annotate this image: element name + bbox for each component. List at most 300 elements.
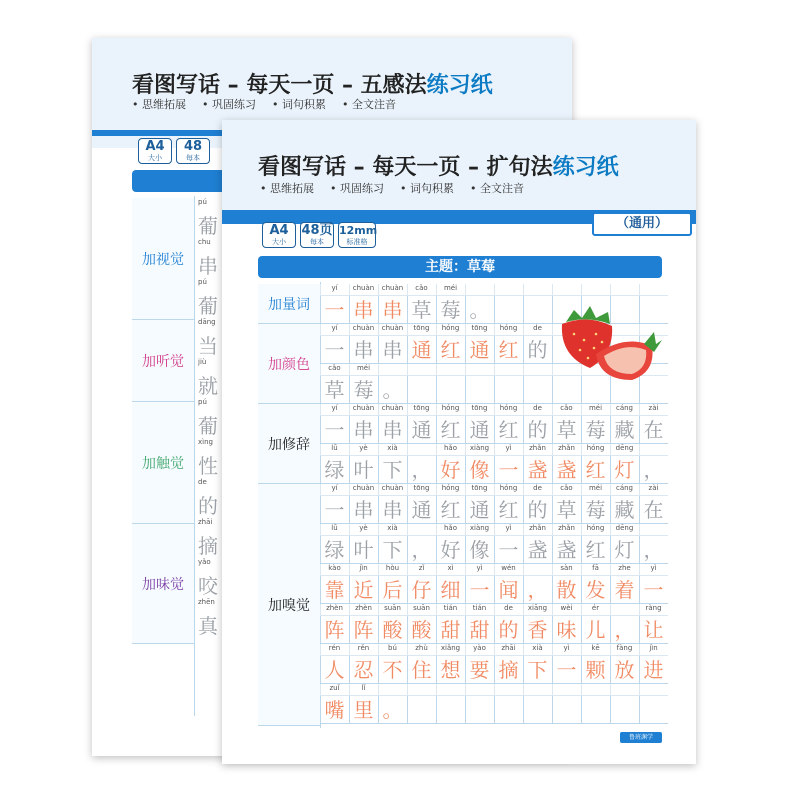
back-pinyin: jiù (198, 358, 207, 366)
hanzi-char: 草 (411, 298, 432, 322)
pinyin-text (610, 604, 639, 616)
hanzi-char: 一 (498, 538, 519, 562)
back-badges (138, 138, 210, 164)
pinyin-text: méi (588, 484, 603, 492)
category-label: 加修辞 (258, 404, 320, 484)
hanzi-char: 后 (382, 578, 403, 602)
pinyin-text: de (533, 404, 542, 412)
hanzi-char: 靠 (324, 578, 345, 602)
pinyin-text (465, 284, 494, 296)
pinyin-text: suān (384, 604, 401, 612)
hanzi-char: 住 (411, 658, 432, 682)
writing-cell[interactable] (581, 696, 610, 724)
pinyin-text: ér (591, 604, 600, 612)
pinyin-text: yào (473, 644, 486, 652)
grid-row (320, 524, 668, 564)
pinyin-text: chuàn (381, 284, 404, 292)
pinyin-text: bú (388, 644, 397, 652)
pinyin-cell (552, 684, 581, 696)
hanzi-char: 发 (585, 578, 606, 602)
hanzi-char: 莓 (585, 418, 606, 442)
pinyin-text: hǎo (443, 524, 457, 532)
back-hanzi: 的 (198, 494, 218, 518)
hanzi-char: ， (527, 578, 548, 602)
front-title (258, 150, 619, 181)
hanzi-char: 通 (469, 418, 490, 442)
grid-row (320, 484, 668, 524)
pinyin-text: tōng (413, 484, 430, 492)
hanzi-char: 红 (440, 418, 461, 442)
pinyin-text: dēng (615, 524, 634, 532)
hanzi-char: 草 (556, 498, 577, 522)
grid-row (320, 604, 668, 644)
pinyin-text: yì (476, 564, 483, 572)
pinyin-text: yí (331, 284, 338, 292)
back-title-highlight: 练习纸 (426, 73, 493, 98)
hanzi-char: 串 (353, 498, 374, 522)
pinyin-text: fàng (616, 644, 633, 652)
hanzi-char: 进 (643, 658, 664, 682)
pinyin-text: de (533, 324, 542, 332)
pinyin-text: cáng (615, 404, 634, 412)
back-hanzi: 性 (198, 454, 218, 478)
pinyin-text: chuàn (352, 324, 375, 332)
front-worksheet (222, 120, 696, 764)
pinyin-text: zhǎn (529, 444, 546, 452)
pinyin-text: méi (588, 404, 603, 412)
back-tag: • 全文注音 (342, 98, 396, 111)
pinyin-text: kē (591, 644, 600, 652)
hanzi-char: 像 (469, 538, 490, 562)
hanzi-char: 藏 (614, 418, 635, 442)
back-hanzi: 葡 (198, 214, 218, 238)
hanzi-char: 阵 (353, 618, 374, 642)
category-label: 加嗅觉 (258, 484, 320, 726)
front-badges (262, 222, 376, 248)
pinyin-cell (494, 684, 523, 696)
hanzi-char: 莓 (440, 298, 461, 322)
pinyin-text: cáng (615, 484, 634, 492)
hanzi-char: 一 (556, 658, 577, 682)
pinyin-text: lǐ (361, 684, 366, 692)
front-tag: • 巩固练习 (330, 182, 384, 195)
back-tag: • 思维拓展 (132, 98, 186, 111)
pinyin-text: wèi (560, 604, 573, 612)
hanzi-char: 红 (585, 458, 606, 482)
front-tag: • 全文注音 (470, 182, 524, 195)
pinyin-cell (494, 284, 523, 296)
pinyin-text: xiāng (527, 604, 548, 612)
pinyin-text: fā (592, 564, 599, 572)
pinyin-text: xì (447, 564, 454, 572)
writing-cell[interactable] (494, 376, 523, 404)
back-pinyin: pú (198, 398, 207, 406)
hanzi-char: 红 (498, 498, 519, 522)
hanzi-char: 仔 (411, 578, 432, 602)
pinyin-text: xiàng (469, 524, 490, 532)
pinyin-cell (523, 284, 552, 296)
back-tag: • 词句积累 (272, 98, 326, 111)
hanzi-char: 盏 (527, 538, 548, 562)
pinyin-text: méi (443, 284, 458, 292)
hanzi-char: 的 (498, 618, 519, 642)
writing-cell[interactable] (436, 376, 465, 404)
pinyin-text: méi (356, 364, 371, 372)
hanzi-char: 绿 (324, 538, 345, 562)
pinyin-text: zhǎn (558, 524, 575, 532)
pinyin-text (407, 444, 436, 456)
hanzi-char: 串 (353, 418, 374, 442)
pinyin-text: zhe (618, 564, 631, 572)
back-pinyin: zhāi (198, 518, 213, 526)
hanzi-char: 莓 (585, 498, 606, 522)
hanzi-char: 在 (643, 418, 664, 442)
back-pinyin: de (198, 478, 207, 486)
back-category: 加视觉 (132, 198, 194, 320)
pinyin-text: kào (328, 564, 341, 572)
hanzi-char: 串 (382, 418, 403, 442)
writing-cell[interactable] (465, 376, 494, 404)
hanzi-char: 串 (353, 298, 374, 322)
pinyin-text: cǎo (328, 364, 341, 372)
pinyin-text: tián (472, 604, 487, 612)
hanzi-char: 灯 (614, 538, 635, 562)
hanzi-char: 甜 (440, 618, 461, 642)
back-category: 加听觉 (132, 320, 194, 402)
front-badge: 48页 每本 (301, 223, 333, 246)
pinyin-text: xiàng (469, 444, 490, 452)
hanzi-char: 闻 (498, 578, 519, 602)
pinyin-text (639, 444, 668, 456)
pinyin-text: zhèn (326, 604, 343, 612)
hanzi-char: 红 (585, 538, 606, 562)
pinyin-text: zhǎn (529, 524, 546, 532)
back-pinyin: dāng (198, 318, 216, 326)
hanzi-char: 叶 (353, 538, 374, 562)
hanzi-char: ， (614, 618, 635, 642)
hanzi-char: 叶 (353, 458, 374, 482)
hanzi-char: 下 (382, 458, 403, 482)
pinyin-text: cǎo (415, 284, 428, 292)
pinyin-cell (407, 684, 436, 696)
hanzi-char: ， (411, 538, 432, 562)
back-pinyin: yǎo (198, 558, 211, 566)
writing-cell[interactable] (523, 296, 552, 324)
hanzi-char: 串 (382, 338, 403, 362)
hanzi-char: 莓 (353, 378, 374, 402)
back-pinyin: xìng (198, 438, 213, 446)
pinyin-cell (639, 284, 668, 296)
hanzi-char: ， (411, 458, 432, 482)
back-category: 加触觉 (132, 402, 194, 524)
pinyin-text: hóng (586, 444, 605, 452)
writing-cell[interactable] (494, 296, 523, 324)
hanzi-char: 颗 (585, 658, 606, 682)
hanzi-char: 串 (382, 498, 403, 522)
back-pinyin: pú (198, 278, 207, 286)
pinyin-text: dēng (615, 444, 634, 452)
pinyin-cell (407, 364, 436, 376)
back-title (132, 68, 493, 99)
category-label: 加量词 (258, 284, 320, 324)
back-hanzi: 葡 (198, 294, 218, 318)
pinyin-text: hóng (586, 524, 605, 532)
hanzi-char: 的 (527, 418, 548, 442)
back-hanzi: 摘 (198, 534, 218, 558)
pinyin-text: chuàn (352, 404, 375, 412)
hanzi-char: 串 (382, 298, 403, 322)
hanzi-char: 里 (353, 698, 374, 722)
hanzi-char: 通 (411, 418, 432, 442)
pinyin-text: chuàn (352, 484, 375, 492)
pinyin-cell (523, 364, 552, 376)
back-tag: • 巩固练习 (202, 98, 256, 111)
topic-bar: 主题：草莓 (258, 256, 662, 278)
footer-tag: 鲁班渊学 (620, 732, 662, 743)
pinyin-text: xià (387, 524, 398, 532)
pinyin-text: yè (359, 524, 368, 532)
hanzi-char: 盏 (556, 458, 577, 482)
pinyin-text: yì (563, 644, 570, 652)
hanzi-char: 放 (614, 658, 635, 682)
pinyin-text: tōng (471, 404, 488, 412)
hanzi-char: ， (643, 458, 664, 482)
pinyin-text (639, 524, 668, 536)
pinyin-text: hóng (499, 324, 518, 332)
grid-row (320, 684, 668, 724)
hanzi-char: ， (643, 538, 664, 562)
pinyin-text: rén (328, 644, 341, 652)
pinyin-text: xiǎng (440, 644, 461, 652)
writing-cell[interactable] (436, 696, 465, 724)
back-pinyin: chu (198, 238, 211, 246)
hanzi-char: 香 (527, 618, 548, 642)
hanzi-char: 的 (527, 498, 548, 522)
pinyin-text: chuàn (381, 484, 404, 492)
hanzi-char: 想 (440, 658, 461, 682)
pinyin-text: suān (413, 604, 430, 612)
back-pinyin: zhēn (198, 598, 215, 606)
hanzi-char: 红 (440, 338, 461, 362)
writing-cell[interactable] (610, 696, 639, 724)
pinyin-text: zuǐ (329, 684, 340, 692)
front-tags (260, 180, 540, 196)
hanzi-char: 像 (469, 458, 490, 482)
back-hanzi: 当 (198, 334, 218, 358)
pinyin-text: hóng (441, 324, 460, 332)
pinyin-text: tōng (471, 484, 488, 492)
writing-cell[interactable] (407, 696, 436, 724)
pinyin-cell (465, 364, 494, 376)
hanzi-char: 在 (643, 498, 664, 522)
hanzi-char: 红 (440, 498, 461, 522)
pinyin-text: de (533, 484, 542, 492)
pinyin-text: hóng (441, 484, 460, 492)
pinyin-text: jìn (359, 564, 368, 572)
pinyin-text: sàn (560, 564, 573, 572)
pinyin-text: hóng (499, 404, 518, 412)
hanzi-char: 一 (324, 298, 345, 322)
pinyin-cell (610, 284, 639, 296)
pinyin-text: hóng (441, 404, 460, 412)
hanzi-char: 通 (469, 498, 490, 522)
pinyin-cell (581, 684, 610, 696)
hanzi-char: 酸 (382, 618, 403, 642)
pinyin-text: yí (331, 404, 338, 412)
hanzi-char: 串 (353, 338, 374, 362)
writing-cell[interactable] (639, 696, 668, 724)
pinyin-text: lǜ (331, 524, 338, 532)
hanzi-char: 一 (324, 418, 345, 442)
hanzi-char: 儿 (585, 618, 606, 642)
grid-row (320, 564, 668, 604)
pinyin-text: hǎo (443, 444, 457, 452)
hanzi-char: 草 (556, 418, 577, 442)
hanzi-char: 一 (643, 578, 664, 602)
grid-row (320, 444, 668, 484)
pinyin-text: jìn (649, 644, 658, 652)
hanzi-char: 味 (556, 618, 577, 642)
grid-row (320, 644, 668, 684)
pinyin-text: tōng (413, 404, 430, 412)
back-badge: A4 大小 (138, 138, 172, 164)
hanzi-char: 散 (556, 578, 577, 602)
hanzi-char: 。 (469, 298, 490, 322)
hanzi-char: 一 (324, 338, 345, 362)
writing-cell[interactable] (494, 696, 523, 724)
pinyin-text: zài (648, 484, 659, 492)
pinyin-cell (436, 364, 465, 376)
pinyin-text: hóng (499, 484, 518, 492)
grid-row (320, 404, 668, 444)
back-category: 加味觉 (132, 524, 194, 644)
back-tags (132, 96, 412, 112)
hanzi-char: 嘴 (324, 698, 345, 722)
hanzi-char: 下 (382, 538, 403, 562)
pinyin-cell (552, 284, 581, 296)
pinyin-text: zài (648, 404, 659, 412)
pinyin-text: cǎo (560, 484, 573, 492)
hanzi-char: 摘 (498, 658, 519, 682)
hanzi-char: 酸 (411, 618, 432, 642)
pinyin-text: zhǎn (558, 444, 575, 452)
hanzi-char: 要 (469, 658, 490, 682)
front-ribbon: （通用） (592, 212, 692, 236)
pinyin-text: tōng (471, 324, 488, 332)
front-badge: A4 大小 (262, 222, 296, 248)
pinyin-cell (436, 684, 465, 696)
pinyin-text: tōng (413, 324, 430, 332)
pinyin-text: yì (505, 524, 512, 532)
hanzi-char: 甜 (469, 618, 490, 642)
hanzi-char: 绿 (324, 458, 345, 482)
pinyin-text: yì (650, 564, 657, 572)
hanzi-char: 一 (324, 498, 345, 522)
front-tag: • 词句积累 (400, 182, 454, 195)
pinyin-text: lǜ (331, 444, 338, 452)
hanzi-char: 着 (614, 578, 635, 602)
hanzi-char: 让 (643, 618, 664, 642)
pinyin-text: chuàn (381, 404, 404, 412)
pinyin-text: yí (331, 484, 338, 492)
pinyin-text (523, 564, 552, 576)
pinyin-text: xià (532, 644, 543, 652)
hanzi-char: 近 (353, 578, 374, 602)
hanzi-char: 通 (411, 338, 432, 362)
back-pinyin: pú (198, 198, 207, 206)
category-label: 加颜色 (258, 324, 320, 404)
hanzi-char: 藏 (614, 498, 635, 522)
hanzi-char: 下 (527, 658, 548, 682)
hanzi-char: 盏 (556, 538, 577, 562)
pinyin-text: yì (505, 444, 512, 452)
pinyin-text (407, 524, 436, 536)
front-badge: 12mm 标准格 (339, 224, 378, 246)
pinyin-text: yè (359, 444, 368, 452)
pinyin-text: rěn (357, 644, 370, 652)
pinyin-text: chuàn (352, 284, 375, 292)
pinyin-text: hòu (385, 564, 400, 572)
hanzi-char: 不 (382, 658, 403, 682)
writing-cell[interactable] (407, 376, 436, 404)
pinyin-text: yí (331, 324, 338, 332)
hanzi-char: 忍 (353, 658, 374, 682)
pinyin-cell (465, 684, 494, 696)
writing-cell[interactable] (465, 696, 494, 724)
writing-cell[interactable] (523, 376, 552, 404)
pinyin-text: de (504, 604, 513, 612)
pinyin-text: zhù (415, 644, 428, 652)
hanzi-char: 细 (440, 578, 461, 602)
back-hanzi: 真 (198, 614, 218, 638)
back-hanzi: 葡 (198, 414, 218, 438)
back-hanzi: 咬 (198, 574, 218, 598)
hanzi-char: 的 (527, 338, 548, 362)
hanzi-char: 一 (498, 458, 519, 482)
hanzi-char: 阵 (324, 618, 345, 642)
hanzi-char: 灯 (614, 458, 635, 482)
back-hanzi: 串 (198, 254, 218, 278)
back-topic-bar (132, 170, 232, 192)
pinyin-cell (523, 684, 552, 696)
front-title-highlight: 练习纸 (552, 155, 619, 180)
hanzi-char: 好 (440, 458, 461, 482)
pinyin-text: zhāi (501, 644, 516, 652)
pinyin-text: wén (501, 564, 516, 572)
hanzi-char: 草 (324, 378, 345, 402)
pinyin-cell (581, 284, 610, 296)
pinyin-text (378, 684, 407, 696)
pinyin-cell (610, 684, 639, 696)
front-tag: • 思维拓展 (260, 182, 314, 195)
hanzi-char: 人 (324, 658, 345, 682)
writing-cell[interactable] (523, 696, 552, 724)
front-title-main: 看图写话 – 每天一页 – 扩句法 (258, 155, 553, 180)
pinyin-text: zǐ (418, 564, 425, 572)
hanzi-char: 红 (498, 418, 519, 442)
pinyin-text (378, 364, 407, 376)
back-badge: 48 每本 (176, 138, 210, 164)
writing-cell[interactable] (552, 696, 581, 724)
back-title-main: 看图写话 – 每天一页 – 五感法 (132, 73, 427, 98)
pinyin-text: ràng (645, 604, 662, 612)
hanzi-char: 通 (469, 338, 490, 362)
pinyin-text: tián (443, 604, 458, 612)
pinyin-cell (639, 684, 668, 696)
pinyin-text: xià (387, 444, 398, 452)
back-hanzi: 就 (198, 374, 218, 398)
pinyin-text: cǎo (560, 404, 573, 412)
